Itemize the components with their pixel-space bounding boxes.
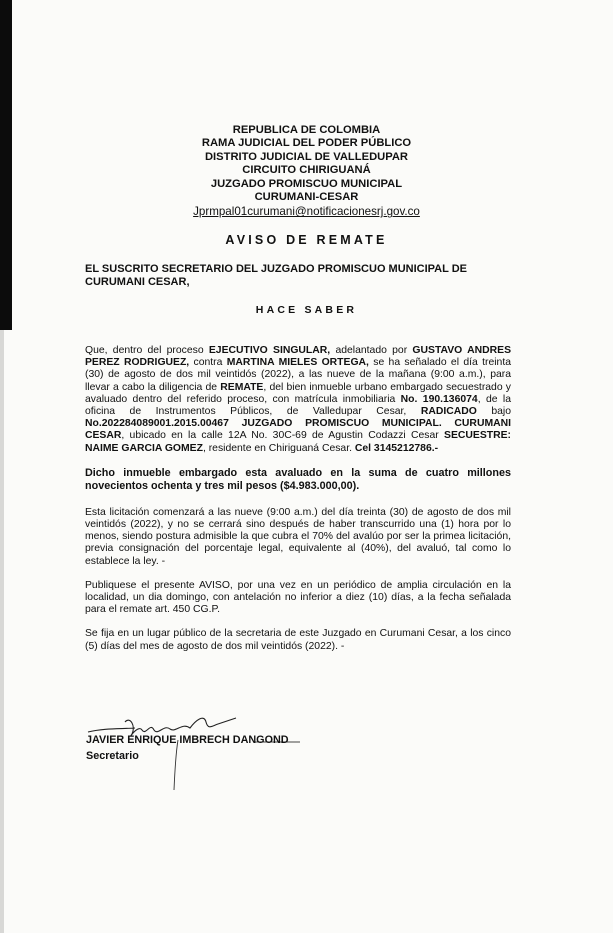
bold-run: GUSTAVO ANDRES PEREZ RODRIGUEZ, [85, 345, 512, 369]
header-email-link[interactable]: Jprmpal01curumani@notificacionesrj.gov.co [193, 205, 420, 219]
document-title: AVISO DE REMATE [225, 233, 388, 247]
bold-run: EJECUTIVO SINGULAR, [208, 345, 331, 356]
text-run: , de la oficina de Instrumentos Públicos, de Valledupar Cesar, [85, 393, 511, 418]
text-run: se ha señalado el día treinta (30) de agosto de dos mil veintidós (2022), a las nueve de la mañana (9:00 a.m.), para llevar a cabo la diligencia de [85, 357, 511, 393]
paragraph-avaluo: Dicho inmueble embargado esta avaluado en la suma de cuatro millones novecientos ochenta y tres mil pesos ($4.983.000,00). [85, 466, 511, 492]
bold-run: No. 190.136074 [400, 393, 478, 405]
bold-run: RADICADO [420, 406, 477, 418]
paragraph-proceso [85, 345, 511, 455]
text-run: Que, dentro del proceso [85, 345, 209, 356]
bold-run: Cel 3145212786.- [354, 442, 439, 454]
signature-block [80, 712, 340, 792]
hace-saber-heading: HACE SABER [255, 304, 358, 316]
text-run: bajo [476, 406, 511, 418]
document-header [0, 124, 613, 219]
signatory-role: Secretario [86, 750, 139, 762]
paragraph-fijacion: Se fija en un lugar público de la secretaria de este Juzgado en Curumani Cesar, a los cinco (5) días del mes de agosto de dos mil veintidós (2022). - [85, 628, 511, 652]
document-body [85, 345, 511, 665]
scan-edge-lower [0, 330, 4, 933]
text-run: , del bien inmueble urbano embargado secuestrado y avaluado dentro del referido proceso, con matrícula inmobiliaria [85, 381, 511, 405]
header-branch: RAMA JUDICIAL DEL PODER PÚBLICO [201, 137, 412, 150]
paragraph-publiquese: Publiquese el presente AVISO, por una vez en un periódico de amplia circulación en la localidad, un dia domingo, con antelación no inferior a diez (10) días, a la fecha señalada para el remate art. 450 CG.P. [85, 579, 511, 616]
text-run: , ubicado en la calle 12A No. 30C-69 de Agustin Codazzi Cesar [121, 430, 445, 442]
suscrito-heading: EL SUSCRITO SECRETARIO DEL JUZGADO PROMISCUO MUNICIPAL DE CURUMANI CESAR, [85, 263, 467, 288]
text-run: , residente en Chiriguaná Cesar. [202, 442, 355, 454]
paragraph-licitacion: Esta licitación comenzará a las nueve (9:00 a.m.) del día treinta (30) de agosto de dos mil veintidós (2022), y no se cerrará sino después de haber transcurrido una (1) hora por lo menos, siendo postura admisible la que cubra el 70% del avalúo por ser la primea licitación, previa consignación del porcentaje legal, equivalente al (40%), del avaluó, tal como lo establece la ley. - [85, 506, 511, 567]
bold-run: SECUESTRE: NAIME GARCIA GOMEZ [85, 430, 511, 454]
header-circuit: CIRCUITO CHIRIGUANÁ [242, 164, 371, 177]
header-city: CURUMANI-CESAR [254, 191, 359, 204]
text-run: contra [189, 357, 227, 369]
header-district: DISTRITO JUDICIAL DE VALLEDUPAR [204, 150, 409, 163]
header-country: REPUBLICA DE COLOMBIA [232, 124, 381, 136]
bold-run: No.202284089001.2015.00467 JUZGADO PROMISCUO MUNICIPAL. CURUMANI CESAR [85, 418, 511, 442]
signatory-name: JAVIER ENRIQUE IMBRECH DANGOND [86, 734, 289, 746]
bold-run: REMATE [220, 381, 264, 393]
bold-run: MARTINA MIELES ORTEGA, [226, 357, 369, 369]
text-run: adelantado por [330, 345, 413, 356]
header-court: JUZGADO PROMISCUO MUNICIPAL [210, 177, 403, 190]
